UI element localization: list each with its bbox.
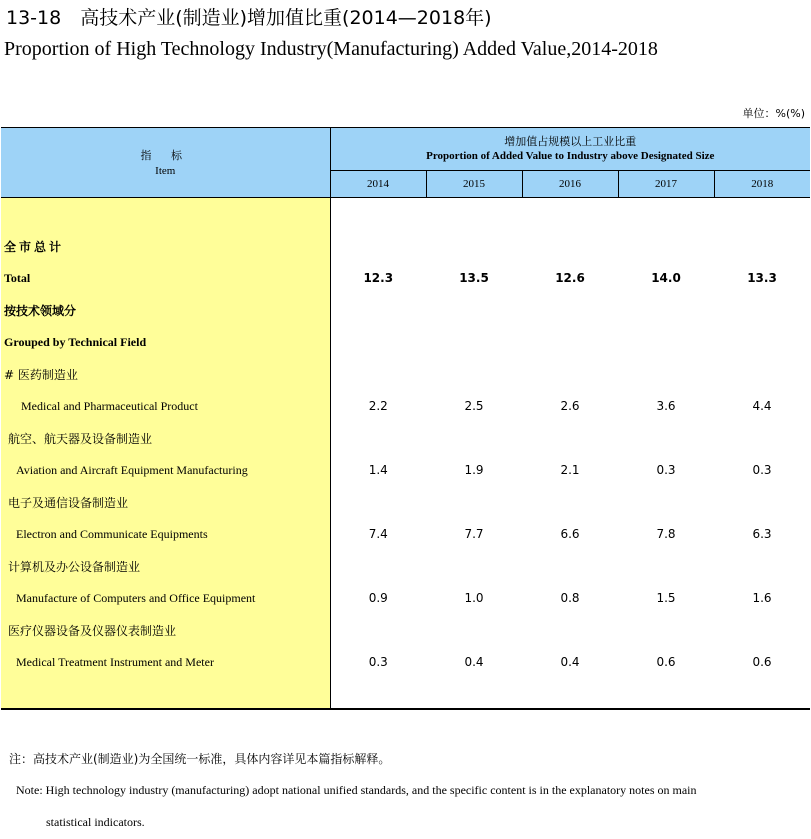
table-row bbox=[1, 230, 810, 262]
row-label-group-cn: 按技术领域分 bbox=[1, 294, 330, 326]
cell-value: 14.0 bbox=[651, 271, 681, 285]
data-table bbox=[1, 127, 810, 710]
cell-value: 0.3 bbox=[368, 655, 388, 669]
row-label-total-en: Total bbox=[1, 262, 330, 294]
row-label-en: Medical Treatment Instrument and Meter bbox=[1, 646, 330, 678]
year-header: 2016 bbox=[522, 171, 618, 198]
year-header: 2014 bbox=[330, 171, 426, 198]
table-row bbox=[1, 454, 810, 486]
cell-value: 1.4 bbox=[368, 463, 388, 477]
table-row bbox=[1, 614, 810, 646]
table-row bbox=[1, 550, 810, 582]
footnote-en-continued: statistical indicators. bbox=[46, 815, 145, 829]
cell-value: 0.6 bbox=[656, 655, 676, 669]
cell-value: 2.2 bbox=[368, 399, 388, 413]
year-header: 2017 bbox=[618, 171, 714, 198]
cell-value: 13.3 bbox=[747, 271, 777, 285]
row-label-cn: 航空、航天器及设备制造业 bbox=[1, 422, 330, 454]
table-row bbox=[1, 646, 810, 678]
cell-value: 0.3 bbox=[656, 463, 676, 477]
table-row bbox=[1, 262, 810, 294]
cell-value: 12.6 bbox=[555, 271, 585, 285]
cell-value: 0.6 bbox=[752, 655, 772, 669]
cell-value: 13.5 bbox=[459, 271, 489, 285]
cell-value: 7.4 bbox=[368, 527, 388, 541]
cell-value: 0.3 bbox=[752, 463, 772, 477]
row-label-total-cn: 全市总计 bbox=[1, 230, 330, 262]
year-header: 2015 bbox=[426, 171, 522, 198]
table-row bbox=[1, 582, 810, 614]
footnote-cn: 注：高技术产业(制造业)为全国统一标准，具体内容详见本篇指标解释。 bbox=[9, 752, 391, 766]
cell-value: 1.0 bbox=[464, 591, 484, 605]
table-row bbox=[1, 326, 810, 358]
table-title-cn: 13-18 高技术产业(制造业)增加值比重(2014—2018年) bbox=[6, 7, 492, 29]
row-label-en: Aviation and Aircraft Equipment Manufacturing bbox=[1, 454, 330, 486]
row-label-cn: 电子及通信设备制造业 bbox=[1, 486, 330, 518]
group-header-cn: 增加值占规模以上工业比重 bbox=[504, 135, 637, 148]
cell-value: 7.8 bbox=[656, 527, 676, 541]
row-label-cn: 计算机及办公设备制造业 bbox=[1, 550, 330, 582]
footnote-en: Note: High technology industry (manufacturing) adopt national unified standards, and the specific content is in the explanatory notes on main bbox=[16, 783, 697, 797]
row-label-en: Electron and Communicate Equipments bbox=[1, 518, 330, 550]
cell-value: 0.8 bbox=[560, 591, 580, 605]
row-label-en: Medical and Pharmaceutical Product bbox=[1, 390, 330, 422]
table-row bbox=[1, 422, 810, 454]
item-header-cn: 指 标 bbox=[140, 148, 190, 162]
table-row bbox=[1, 518, 810, 550]
cell-value: 1.5 bbox=[656, 591, 676, 605]
row-label-en: Manufacture of Computers and Office Equipment bbox=[1, 582, 330, 614]
cell-value: 2.5 bbox=[464, 399, 484, 413]
table-row bbox=[1, 358, 810, 390]
item-header-en: Item bbox=[155, 164, 176, 177]
cell-value: 6.3 bbox=[752, 527, 772, 541]
year-header: 2018 bbox=[714, 171, 810, 198]
group-header-en: Proportion of Added Value to Industry above Designated Size bbox=[426, 150, 715, 162]
table-row bbox=[1, 486, 810, 518]
unit-label: 单位：%(%) bbox=[742, 107, 805, 120]
row-label-group-en: Grouped by Technical Field bbox=[1, 326, 330, 358]
table-title-en: Proportion of High Technology Industry(Manufacturing) Added Value,2014-2018 bbox=[4, 38, 658, 60]
table-row bbox=[1, 390, 810, 422]
cell-value: 0.9 bbox=[368, 591, 388, 605]
cell-value: 7.7 bbox=[464, 527, 484, 541]
cell-value: 3.6 bbox=[656, 399, 676, 413]
table-row bbox=[1, 294, 810, 326]
cell-value: 4.4 bbox=[752, 399, 772, 413]
cell-value: 2.1 bbox=[560, 463, 580, 477]
cell-value: 0.4 bbox=[464, 655, 484, 669]
cell-value: 1.6 bbox=[752, 591, 772, 605]
group-header bbox=[330, 128, 810, 171]
row-label-cn: 医疗仪器设备及仪器仪表制造业 bbox=[1, 614, 330, 646]
cell-value: 0.4 bbox=[560, 655, 580, 669]
cell-value: 1.9 bbox=[464, 463, 484, 477]
cell-value: 12.3 bbox=[363, 271, 394, 285]
cell-value: 2.6 bbox=[560, 399, 580, 413]
row-label-cn: # 医药制造业 bbox=[1, 358, 330, 390]
item-header bbox=[1, 128, 330, 198]
cell-value: 6.6 bbox=[560, 527, 580, 541]
